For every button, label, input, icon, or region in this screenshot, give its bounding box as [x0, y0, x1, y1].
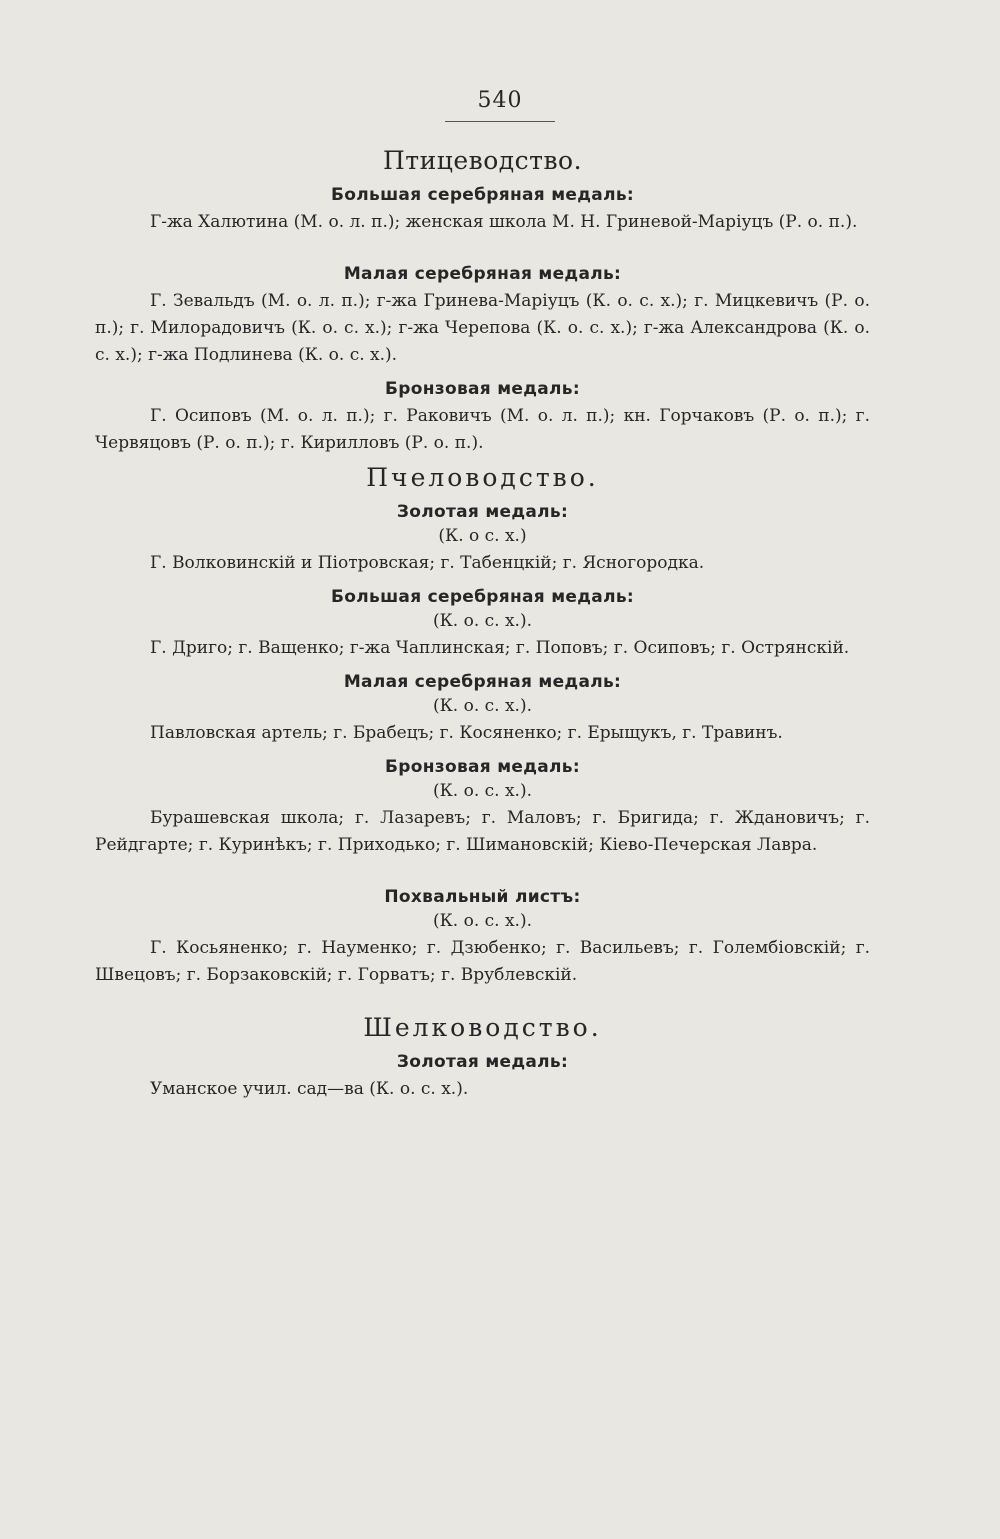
award-heading: Бронзовая медаль:	[385, 757, 580, 777]
award-heading: Малая серебряная медаль:	[343, 264, 622, 284]
award-text: Уманское учил. сад—ва (К. о. с. х.).	[150, 1079, 469, 1099]
page-content	[95, 140, 870, 1107]
award-text: Г. Косьяненко; г. Науменко; г. Дзюбенко; г. Васильевъ; г. Голембіовскій; г. Швецовъ; г. Борзаковскій; г. Горватъ; г. Врублевскій.	[95, 938, 870, 985]
award-organization: (К. о. с. х.).	[433, 696, 532, 716]
award-text: Г. Волковинскій и Піотровская; г. Табенцкій; г. Ясногородка.	[150, 553, 705, 573]
award-heading: Похвальный листъ:	[384, 887, 581, 907]
page-number: 540	[477, 88, 523, 113]
award-heading: Золотая медаль:	[396, 502, 569, 522]
award-heading: Большая серебряная медаль:	[331, 587, 634, 607]
award-organization: (К. о. с. х.).	[433, 911, 532, 931]
award-heading: Большая серебряная медаль:	[331, 185, 634, 205]
award-text: Г. Зевальдъ (М. о. л. п.); г-жа Гринева-Маріуцъ (К. о. с. х.); г. Мицкевичъ (Р. о. п.); г. Милорадовичъ (К. о. с. х.); г-жа Черепова (К. о. с. х.); г-жа Александрова (К. о. с. х.); г-жа Подлинева (К. о. с. х.).	[95, 291, 870, 365]
award-organization: (К. о с. х.)	[438, 526, 527, 546]
award-text: Г. Дриго; г. Ващенко; г-жа Чаплинская; г. Поповъ; г. Осиповъ; г. Острянскій.	[150, 638, 850, 658]
award-heading: Золотая медаль:	[396, 1052, 569, 1072]
section-title-poultry: Птицеводство.	[382, 146, 583, 175]
section-title-silk: Шелководство.	[363, 1013, 602, 1042]
award-text: Павловская артель; г. Брабецъ; г. Косяненко; г. Ерыщукъ, г. Травинъ.	[150, 723, 783, 743]
section-title-beekeeping: Пчеловодство.	[366, 463, 599, 492]
award-organization: (К. о. с. х.).	[433, 781, 532, 801]
header-rule	[445, 121, 555, 122]
award-text: Бурашевская школа; г. Лазаревъ; г. Маловъ; г. Бригида; г. Ждановичъ; г. Рейдгарте; г. Куринѣкъ; г. Приходько; г. Шимановскій; Кіево-Печерская Лавра.	[95, 808, 870, 855]
award-heading: Малая серебряная медаль:	[343, 672, 622, 692]
award-heading: Бронзовая медаль:	[385, 379, 580, 399]
award-organization: (К. о. с. х.).	[433, 611, 532, 631]
award-text: Г-жа Халютина (М. о. л. п.); женская школа М. Н. Гриневой-Маріуцъ (Р. о. п.).	[150, 212, 858, 232]
award-text: Г. Осиповъ (М. о. л. п.); г. Раковичъ (М. о. л. п.); кн. Горчаковъ (Р. о. п.); г. Червяцовъ (Р. о. п.); г. Кирилловъ (Р. о. п.).	[95, 406, 870, 453]
